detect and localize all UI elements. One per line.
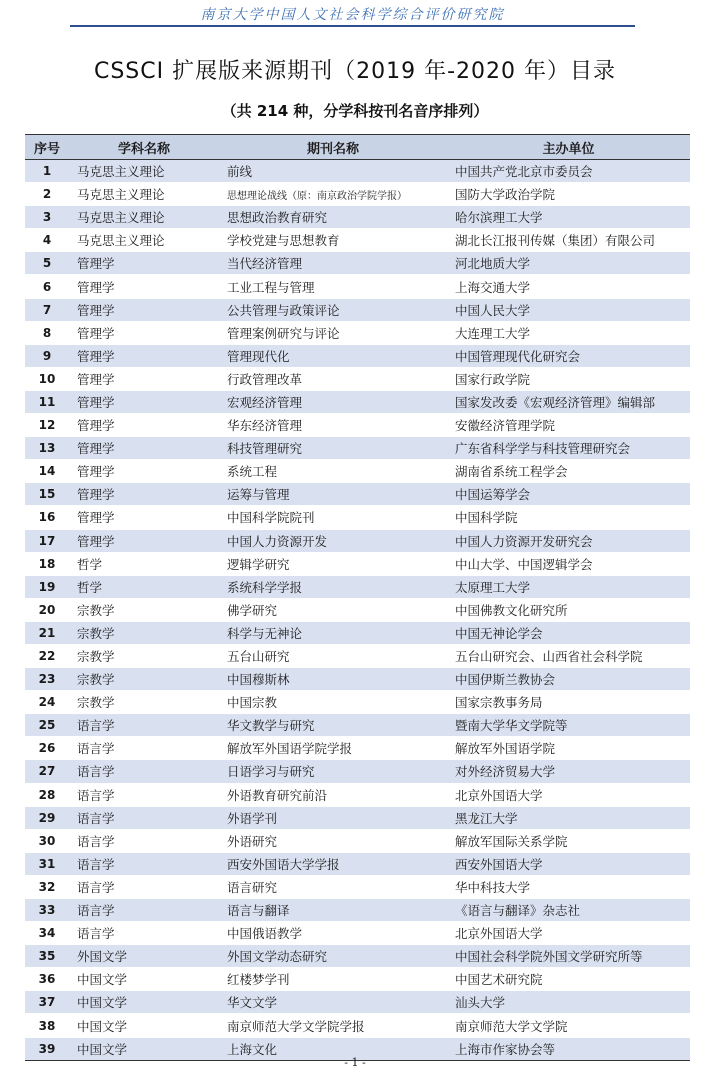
table-row [25, 991, 690, 1014]
table-row [25, 460, 690, 483]
table-row [25, 344, 690, 367]
row-index: 12 [25, 414, 69, 437]
row-index: 23 [25, 668, 69, 691]
table-row [25, 668, 690, 691]
table-row [25, 390, 690, 413]
row-index: 32 [25, 875, 69, 898]
table-row [25, 506, 690, 529]
row-index: 38 [25, 1014, 69, 1037]
row-sponsor: 对外经济贸易大学 [447, 760, 690, 783]
row-sponsor: 哈尔滨理工大学 [447, 206, 690, 229]
row-index: 11 [25, 390, 69, 413]
table-row [25, 1014, 690, 1037]
row-journal: 思想政治教育研究 [219, 206, 447, 229]
row-discipline: 管理学 [69, 506, 219, 529]
row-journal: 管理现代化 [219, 344, 447, 367]
row-index: 16 [25, 506, 69, 529]
row-discipline: 宗教学 [69, 621, 219, 644]
table-row [25, 275, 690, 298]
row-sponsor: 中国科学院 [447, 506, 690, 529]
row-index: 39 [25, 1037, 69, 1060]
row-journal: 公共管理与政策评论 [219, 298, 447, 321]
table-row [25, 437, 690, 460]
row-journal: 外语学刊 [219, 806, 447, 829]
row-discipline: 管理学 [69, 252, 219, 275]
row-sponsor: 中国运筹学会 [447, 483, 690, 506]
table-row [25, 875, 690, 898]
row-discipline: 语言学 [69, 875, 219, 898]
row-index: 21 [25, 621, 69, 644]
column-header-sponsor: 主办单位 [447, 135, 690, 160]
row-journal: 前线 [219, 160, 447, 183]
table-row [25, 621, 690, 644]
row-sponsor: 黑龙江大学 [447, 806, 690, 829]
row-journal: 系统科学学报 [219, 575, 447, 598]
row-sponsor: 国防大学政治学院 [447, 183, 690, 206]
journal-catalog-table [25, 134, 690, 1061]
row-index: 4 [25, 229, 69, 252]
row-sponsor: 中国无神论学会 [447, 621, 690, 644]
row-sponsor: 中国人力资源开发研究会 [447, 529, 690, 552]
row-sponsor: 解放军外国语学院 [447, 737, 690, 760]
row-journal: 逻辑学研究 [219, 552, 447, 575]
table-row [25, 760, 690, 783]
row-journal: 当代经济管理 [219, 252, 447, 275]
row-discipline: 马克思主义理论 [69, 206, 219, 229]
row-index: 1 [25, 160, 69, 183]
row-discipline: 管理学 [69, 367, 219, 390]
row-index: 6 [25, 275, 69, 298]
row-sponsor: 中国共产党北京市委员会 [447, 160, 690, 183]
row-journal: 学校党建与思想教育 [219, 229, 447, 252]
row-journal: 日语学习与研究 [219, 760, 447, 783]
row-sponsor: 中国佛教文化研究所 [447, 598, 690, 621]
row-discipline: 管理学 [69, 483, 219, 506]
table-row [25, 852, 690, 875]
table-row [25, 575, 690, 598]
table-row [25, 414, 690, 437]
row-journal: 科技管理研究 [219, 437, 447, 460]
row-sponsor: 国家宗教事务局 [447, 691, 690, 714]
row-sponsor: 中国社会科学院外国文学研究所等 [447, 945, 690, 968]
row-discipline: 外国文学 [69, 945, 219, 968]
row-sponsor: 五台山研究会、山西省社会科学院 [447, 644, 690, 667]
column-header-index: 序号 [25, 135, 69, 160]
row-index: 34 [25, 922, 69, 945]
row-discipline: 中国文学 [69, 1037, 219, 1060]
table-row [25, 483, 690, 506]
row-discipline: 哲学 [69, 575, 219, 598]
row-discipline: 宗教学 [69, 668, 219, 691]
row-discipline: 宗教学 [69, 691, 219, 714]
row-discipline: 宗教学 [69, 598, 219, 621]
table-body [25, 160, 690, 1061]
row-journal: 宏观经济管理 [219, 390, 447, 413]
row-sponsor: 《语言与翻译》杂志社 [447, 899, 690, 922]
page-title: CSSCI 扩展版来源期刊（2019 年-2020 年）目录 [93, 59, 617, 84]
row-discipline: 语言学 [69, 829, 219, 852]
row-discipline: 中国文学 [69, 1014, 219, 1037]
row-journal: 南京师范大学文学院学报 [219, 1014, 447, 1037]
row-sponsor: 暨南大学华文学院等 [447, 714, 690, 737]
row-discipline: 中国文学 [69, 968, 219, 991]
row-index: 5 [25, 252, 69, 275]
row-discipline: 语言学 [69, 783, 219, 806]
row-discipline: 管理学 [69, 390, 219, 413]
row-index: 36 [25, 968, 69, 991]
row-sponsor: 华中科技大学 [447, 875, 690, 898]
row-index: 22 [25, 644, 69, 667]
row-sponsor: 国家行政学院 [447, 367, 690, 390]
table-row [25, 529, 690, 552]
row-sponsor: 大连理工大学 [447, 321, 690, 344]
row-journal: 中国科学院院刊 [219, 506, 447, 529]
row-journal: 外国文学动态研究 [219, 945, 447, 968]
table-row [25, 252, 690, 275]
table-row [25, 829, 690, 852]
row-journal: 中国人力资源开发 [219, 529, 447, 552]
row-journal: 运筹与管理 [219, 483, 447, 506]
row-discipline: 哲学 [69, 552, 219, 575]
table-row [25, 206, 690, 229]
table-row [25, 367, 690, 390]
row-discipline: 语言学 [69, 806, 219, 829]
row-journal: 语言与翻译 [219, 899, 447, 922]
row-journal: 科学与无神论 [219, 621, 447, 644]
row-discipline: 语言学 [69, 714, 219, 737]
row-index: 10 [25, 367, 69, 390]
header-rule [70, 25, 635, 27]
row-index: 37 [25, 991, 69, 1014]
row-journal: 佛学研究 [219, 598, 447, 621]
row-sponsor: 上海市作家协会等 [447, 1037, 690, 1060]
page-number: - 1 - [344, 1056, 366, 1069]
row-index: 30 [25, 829, 69, 852]
table-header-row [25, 135, 690, 160]
row-discipline: 语言学 [69, 760, 219, 783]
row-journal: 管理案例研究与评论 [219, 321, 447, 344]
row-sponsor: 解放军国际关系学院 [447, 829, 690, 852]
table-row [25, 714, 690, 737]
row-discipline: 宗教学 [69, 644, 219, 667]
table-row [25, 552, 690, 575]
row-journal: 华文文学 [219, 991, 447, 1014]
table-row [25, 160, 690, 183]
page-header: 南京大学中国人文社会科学综合评价研究院 [200, 7, 505, 23]
row-index: 19 [25, 575, 69, 598]
table-row [25, 644, 690, 667]
row-sponsor: 中山大学、中国逻辑学会 [447, 552, 690, 575]
row-journal: 思想理论战线（原：南京政治学院学报） [219, 183, 447, 206]
row-sponsor: 湖南省系统工程学会 [447, 460, 690, 483]
row-sponsor: 西安外国语大学 [447, 852, 690, 875]
row-discipline: 管理学 [69, 414, 219, 437]
row-journal: 系统工程 [219, 460, 447, 483]
row-index: 15 [25, 483, 69, 506]
column-header-journal: 期刊名称 [219, 135, 447, 160]
table-row [25, 922, 690, 945]
table-row [25, 691, 690, 714]
row-journal: 红楼梦学刊 [219, 968, 447, 991]
row-index: 29 [25, 806, 69, 829]
row-index: 35 [25, 945, 69, 968]
row-discipline: 管理学 [69, 321, 219, 344]
table-row [25, 321, 690, 344]
row-discipline: 管理学 [69, 460, 219, 483]
table-row [25, 737, 690, 760]
row-discipline: 管理学 [69, 298, 219, 321]
row-discipline: 马克思主义理论 [69, 160, 219, 183]
row-sponsor: 汕头大学 [447, 991, 690, 1014]
table-row [25, 183, 690, 206]
row-sponsor: 安徽经济管理学院 [447, 414, 690, 437]
row-discipline: 语言学 [69, 899, 219, 922]
row-index: 26 [25, 737, 69, 760]
row-index: 2 [25, 183, 69, 206]
row-sponsor: 湖北长江报刊传媒（集团）有限公司 [447, 229, 690, 252]
row-discipline: 管理学 [69, 344, 219, 367]
row-journal: 中国宗教 [219, 691, 447, 714]
row-journal: 中国穆斯林 [219, 668, 447, 691]
table-row [25, 899, 690, 922]
row-journal: 外语教育研究前沿 [219, 783, 447, 806]
row-sponsor: 中国人民大学 [447, 298, 690, 321]
row-journal: 外语研究 [219, 829, 447, 852]
row-journal: 语言研究 [219, 875, 447, 898]
row-index: 13 [25, 437, 69, 460]
row-discipline: 语言学 [69, 737, 219, 760]
row-sponsor: 北京外国语大学 [447, 783, 690, 806]
row-index: 20 [25, 598, 69, 621]
row-index: 7 [25, 298, 69, 321]
row-discipline: 马克思主义理论 [69, 183, 219, 206]
row-journal: 西安外国语大学学报 [219, 852, 447, 875]
row-index: 14 [25, 460, 69, 483]
row-journal: 华文教学与研究 [219, 714, 447, 737]
row-sponsor: 河北地质大学 [447, 252, 690, 275]
row-index: 33 [25, 899, 69, 922]
row-journal: 华东经济管理 [219, 414, 447, 437]
row-index: 25 [25, 714, 69, 737]
row-index: 3 [25, 206, 69, 229]
table-row [25, 298, 690, 321]
row-journal: 解放军外国语学院学报 [219, 737, 447, 760]
row-journal: 中国俄语教学 [219, 922, 447, 945]
table-row [25, 229, 690, 252]
row-sponsor: 广东省科学学与科技管理研究会 [447, 437, 690, 460]
row-index: 9 [25, 344, 69, 367]
row-sponsor: 北京外国语大学 [447, 922, 690, 945]
row-sponsor: 上海交通大学 [447, 275, 690, 298]
row-journal: 五台山研究 [219, 644, 447, 667]
row-index: 31 [25, 852, 69, 875]
row-sponsor: 中国艺术研究院 [447, 968, 690, 991]
row-index: 8 [25, 321, 69, 344]
row-discipline: 中国文学 [69, 991, 219, 1014]
table-row [25, 968, 690, 991]
row-sponsor: 太原理工大学 [447, 575, 690, 598]
table-row [25, 783, 690, 806]
row-sponsor: 中国管理现代化研究会 [447, 344, 690, 367]
table-row [25, 945, 690, 968]
row-sponsor: 南京师范大学文学院 [447, 1014, 690, 1037]
page-subtitle: （共 214 种，分学科按刊名音序排列） [221, 102, 489, 120]
row-sponsor: 中国伊斯兰教协会 [447, 668, 690, 691]
row-index: 17 [25, 529, 69, 552]
row-discipline: 语言学 [69, 922, 219, 945]
row-index: 27 [25, 760, 69, 783]
row-discipline: 语言学 [69, 852, 219, 875]
row-sponsor: 国家发改委《宏观经济管理》编辑部 [447, 390, 690, 413]
row-index: 24 [25, 691, 69, 714]
row-discipline: 马克思主义理论 [69, 229, 219, 252]
row-discipline: 管理学 [69, 437, 219, 460]
row-journal: 工业工程与管理 [219, 275, 447, 298]
row-index: 28 [25, 783, 69, 806]
column-header-discipline: 学科名称 [69, 135, 219, 160]
row-index: 18 [25, 552, 69, 575]
table-row [25, 806, 690, 829]
table-row [25, 598, 690, 621]
row-discipline: 管理学 [69, 275, 219, 298]
row-journal: 行政管理改革 [219, 367, 447, 390]
row-journal: 上海文化 [219, 1037, 447, 1060]
row-discipline: 管理学 [69, 529, 219, 552]
